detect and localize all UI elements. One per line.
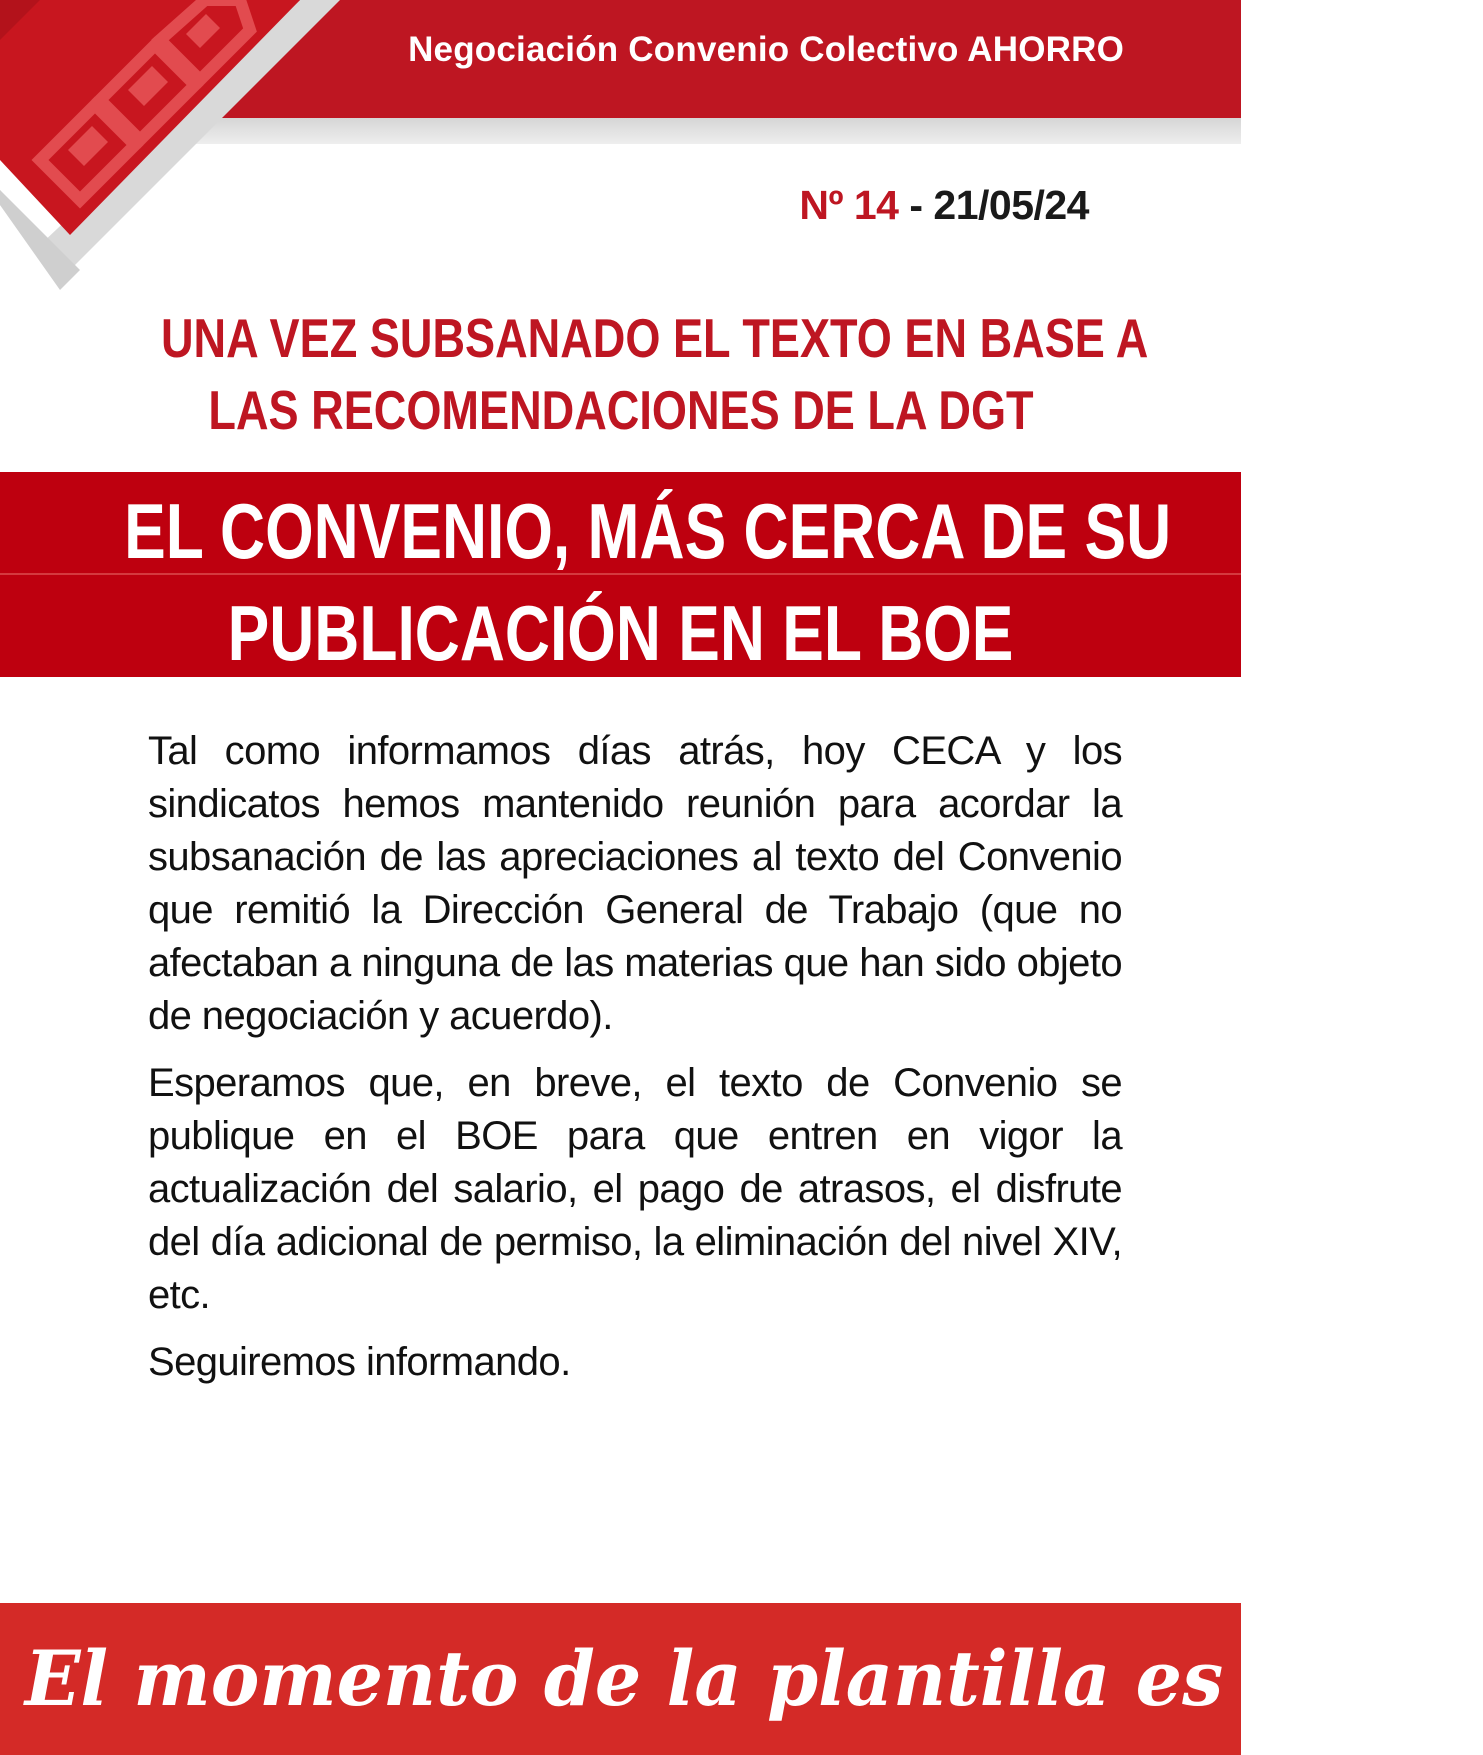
headline-line: EL CONVENIO, MÁS CERCA DE SU xyxy=(124,487,1172,575)
subtitle-line: UNA VEZ SUBSANADO EL TEXTO EN BASE A xyxy=(160,307,1149,369)
headline xyxy=(124,480,1172,684)
issue-date: 21/05/24 xyxy=(933,182,1089,228)
body-paragraph: Tal como informamos días atrás, hoy CECA y los sindicatos hemos mantenido reunión para acordar la subsanación de las apreciaciones al texto del Convenio que remitió la Dirección General de Trabajo (que no afectaban a ninguna de las materias que han sido objeto de negociación y acuerdo). xyxy=(148,729,1122,1038)
body-text xyxy=(148,725,1122,1403)
subtitle-line: LAS RECOMENDACIONES DE LA DGT xyxy=(208,379,1034,441)
issue-number: Nº 14 xyxy=(799,182,899,228)
ccoo-logo-icon xyxy=(0,0,360,330)
header-title: Negociación Convenio Colectivo AHORRO xyxy=(408,30,1124,69)
body-paragraph: Seguiremos informando. xyxy=(148,1340,571,1384)
issue-separator: - xyxy=(898,182,934,228)
subtitle xyxy=(160,302,1149,446)
footer-slogan: El momento de la plantilla es ahora xyxy=(24,1634,1483,1723)
headline-line: PUBLICACIÓN EN EL BOE xyxy=(227,589,1014,677)
body-paragraph: Esperamos que, en breve, el texto de Convenio se publique en el BOE para que entren en vigor la actualización del salario, el pago de atrasos, el disfrute del día adicional de permiso, la eliminación del nivel XIV, etc. xyxy=(148,1061,1122,1317)
issue-number-date xyxy=(799,182,1089,229)
